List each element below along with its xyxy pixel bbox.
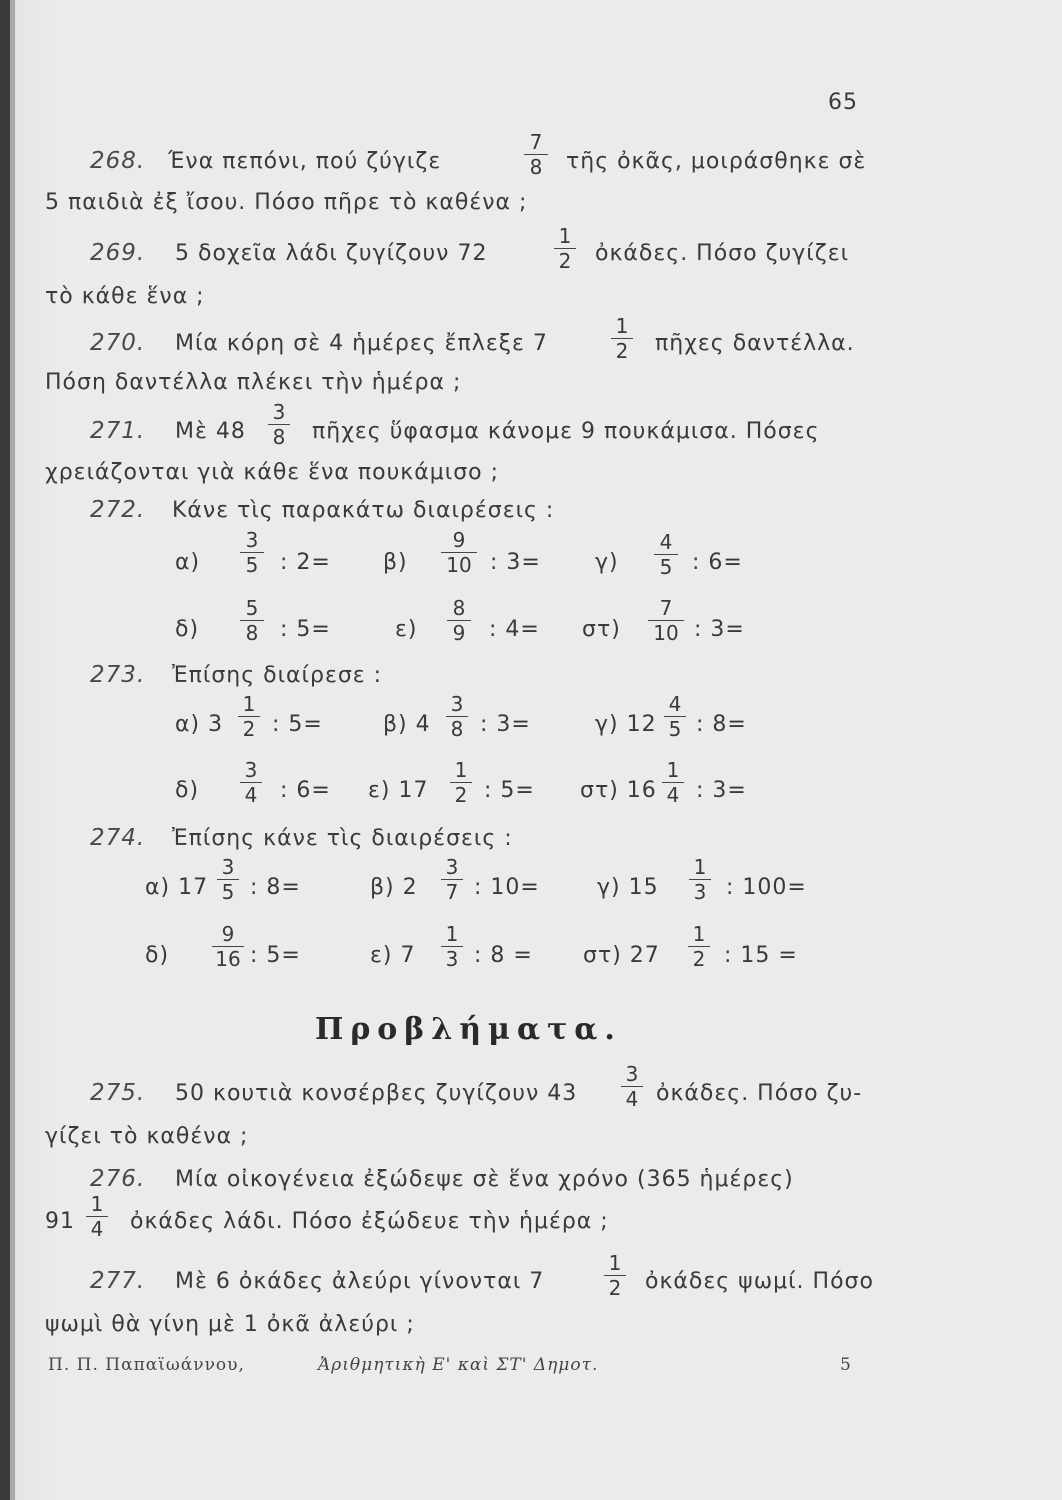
exercise-label: ε) (395, 617, 418, 642)
book-spine-shadow (0, 0, 10, 1500)
exercise-operation: : 5= (280, 617, 331, 642)
problem-text: ὀκάδες λάδι. Πόσο ἐξώδευε τὴν ἡμέρα ; (130, 1209, 609, 1234)
fraction: 7 8 (524, 132, 548, 177)
problem-number: 276. (90, 1166, 146, 1192)
fraction: 3 4 (621, 1064, 643, 1109)
exercise-operation: : 2= (280, 550, 331, 575)
problem-text: Ένα πεπόνι, πού ζύγιζε (168, 149, 442, 174)
exercise-label: δ) (175, 617, 200, 642)
fraction: 1 3 (441, 924, 463, 969)
problem-text: 50 κουτιὰ κονσέρβες ζυγίζουν 43 (175, 1081, 578, 1106)
exercise-operation: : 8 = (474, 943, 533, 968)
problem-number: 269. (90, 240, 146, 266)
fraction: 3 7 (441, 857, 463, 902)
fraction: 3 8 (268, 402, 290, 447)
page-number: 65 (828, 90, 858, 115)
exercise-label: α) 17 (145, 875, 209, 900)
exercise-label: ε) 17 (368, 778, 429, 803)
exercise-operation: : 6= (692, 550, 743, 575)
problem-text: 5 δοχεῖα λάδι ζυγίζουν 72 (175, 241, 488, 266)
exercise-operation: : 5= (250, 943, 301, 968)
problem-text: Μὲ 6 ὀκάδες ἀλεύρι γίνονται 7 (175, 1269, 545, 1294)
fraction: 4 5 (654, 532, 678, 577)
problem-number: 277. (90, 1268, 146, 1294)
exercise-operation: : 8= (696, 712, 747, 737)
problem-text: Μὲ 48 (175, 419, 246, 444)
problem-text: Κάνε τὶς παρακάτω διαιρέσεις : (172, 498, 555, 523)
fraction: 4 5 (664, 694, 686, 739)
problem-text: Πόση δαντέλλα πλέκει τὴν ἡμέρα ; (45, 370, 462, 395)
exercise-label: στ) 27 (583, 943, 660, 968)
problem-text: χρειάζονται γιὰ κάθε ἕνα πουκάμισο ; (45, 460, 500, 485)
exercise-operation: : 5= (484, 778, 535, 803)
problem-text: Μία οἰκογένεια ἐξώδεψε σὲ ἕνα χρόνο (365 ἡμέρες) (175, 1167, 794, 1192)
exercise-label: β) 4 (383, 712, 431, 737)
problem-text: πῆχες δαντέλλα. (655, 331, 855, 356)
fraction: 1 2 (238, 694, 260, 739)
section-heading: Προβλήματα. (315, 1012, 622, 1047)
exercise-label: δ) (145, 943, 170, 968)
problem-text: Ἐπίσης κάνε τὶς διαιρέσεις : (172, 826, 513, 851)
problem-text: ψωμὶ θὰ γίνη μὲ 1 ὀκᾶ ἀλεύρι ; (45, 1312, 415, 1337)
footer-author: Π. Π. Παπαϊωάννου, (48, 1355, 245, 1375)
fraction: 1 2 (611, 316, 633, 361)
fraction: 1 2 (688, 924, 710, 969)
exercise-operation: : 5= (272, 712, 323, 737)
fraction: 1 3 (689, 857, 711, 902)
problem-text: 91 (45, 1209, 75, 1234)
exercise-operation: : 3= (696, 778, 747, 803)
problem-number: 268. (90, 148, 146, 174)
exercise-operation: : 10= (474, 875, 540, 900)
problem-text: πῆχες ὕφασμα κάνομε 9 πουκάμισα. Πόσες (312, 419, 820, 444)
fraction: 1 2 (450, 760, 472, 805)
fraction: 9 16 (212, 924, 244, 969)
fraction: 1 4 (662, 760, 684, 805)
problem-text: ὀκάδες. Πόσο ζυγίζει (595, 241, 850, 266)
problem-number: 271. (90, 418, 146, 444)
problem-text: Ἐπίσης διαίρεσε : (172, 663, 383, 688)
exercise-label: β) (383, 550, 408, 575)
fraction: 3 8 (446, 694, 468, 739)
problem-text: γίζει τὸ καθένα ; (45, 1124, 249, 1149)
exercise-operation: : 3= (694, 617, 745, 642)
fraction: 3 4 (240, 760, 262, 805)
exercise-label: γ) (595, 550, 619, 575)
fraction: 8 9 (447, 598, 471, 643)
problem-text: ὀκάδες ψωμί. Πόσο (645, 1269, 874, 1294)
exercise-operation: : 4= (489, 617, 540, 642)
exercise-label: γ) 12 (595, 712, 657, 737)
exercise-label: α) (175, 550, 201, 575)
exercise-label: ε) 7 (370, 943, 416, 968)
exercise-label: στ) 16 (580, 778, 657, 803)
exercise-operation: : 8= (250, 875, 301, 900)
exercise-label: α) 3 (175, 712, 224, 737)
fraction: 5 8 (240, 598, 264, 643)
exercise-label: στ) (582, 617, 621, 642)
fraction: 1 2 (604, 1253, 626, 1298)
footer-book-title: Ἀριθμητικὴ Ε' καὶ ΣΤ' Δημοτ. (318, 1355, 599, 1375)
footer-sheet-number: 5 (840, 1355, 852, 1375)
fraction: 7 10 (648, 598, 684, 643)
exercise-label: δ) (175, 778, 200, 803)
problem-number: 270. (90, 330, 146, 356)
fraction: 3 5 (240, 530, 264, 575)
fraction: 3 5 (217, 857, 239, 902)
problem-text: τὸ κάθε ἕνα ; (45, 284, 205, 309)
exercise-operation: : 6= (280, 778, 331, 803)
exercise-operation: : 100= (726, 875, 807, 900)
problem-number: 275. (90, 1080, 146, 1106)
fraction: 9 10 (441, 530, 477, 575)
problem-number: 272. (90, 497, 146, 523)
exercise-label: γ) 15 (597, 875, 659, 900)
problem-number: 274. (90, 825, 146, 851)
problem-text: Μία κόρη σὲ 4 ἡμέρες ἔπλεξε 7 (175, 331, 548, 356)
exercise-operation: : 15 = (724, 943, 798, 968)
exercise-operation: : 3= (490, 550, 541, 575)
fraction: 1 4 (86, 1194, 108, 1239)
problem-number: 273. (90, 662, 146, 688)
problem-text: ὀκάδες. Πόσο ζυ- (656, 1081, 863, 1106)
exercise-label: β) 2 (370, 875, 418, 900)
exercise-operation: : 3= (480, 712, 531, 737)
fraction: 1 2 (554, 226, 576, 271)
book-spine-edge (10, 0, 15, 1500)
problem-text: τῆς ὀκᾶς, μοιράσθηκε σὲ (566, 149, 867, 174)
problem-text: 5 παιδιὰ ἐξ ἴσου. Πόσο πῆρε τὸ καθένα ; (45, 190, 528, 215)
